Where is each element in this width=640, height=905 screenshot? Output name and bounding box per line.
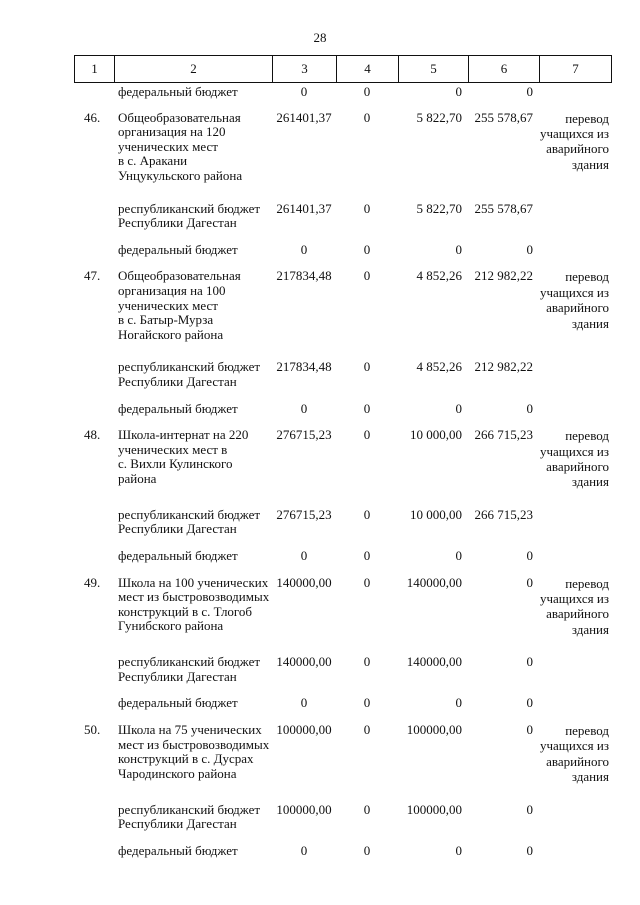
row-note — [539, 231, 611, 258]
row-col3: 0 — [300, 84, 308, 99]
row-col6: 0 — [526, 547, 533, 563]
row-col6: 255 578,67 — [474, 200, 533, 216]
row-note: перевод учащихся из аварийного здания — [540, 575, 609, 637]
header-col-4: 4 — [337, 56, 399, 83]
row-col3: 0 — [300, 842, 308, 858]
row-col5: 10 000,00 — [410, 506, 462, 522]
table-row-budget — [74, 832, 611, 859]
table-row-budget — [74, 785, 611, 832]
table-row-budget — [74, 390, 611, 417]
header-col-3: 3 — [273, 56, 337, 83]
row-note: перевод учащихся из аварийного здания — [540, 428, 609, 490]
table-header — [74, 55, 612, 83]
header-col-1: 1 — [75, 56, 115, 83]
row-col4: 0 — [363, 842, 371, 858]
row-number — [74, 84, 114, 100]
row-number: 47. — [84, 268, 101, 284]
row-col4: 0 — [363, 654, 371, 670]
row-note — [539, 84, 611, 100]
row-col4: 0 — [363, 547, 371, 563]
row-name: Общеобразовательная организация на 120 ученических мест в с. Аракани Унцукульского района — [118, 109, 243, 183]
row-col4: 0 — [363, 801, 371, 817]
row-name: Общеобразовательная организация на 100 ученических мест в с. Батыр-Мурза Ногайского района — [118, 268, 241, 342]
table-row-budget — [74, 684, 611, 711]
row-note — [539, 537, 611, 564]
row-note — [539, 637, 611, 684]
row-col6: 0 — [526, 842, 533, 858]
table-row-budget — [74, 231, 611, 258]
table-row-item — [74, 416, 611, 490]
table-row-budget — [74, 184, 611, 231]
header-col-7: 7 — [540, 56, 612, 83]
table-row-budget — [74, 342, 611, 389]
row-col6: 0 — [526, 654, 533, 670]
row-col3: 276715,23 — [276, 427, 332, 443]
table-row-item — [74, 711, 611, 785]
row-col5: 140000,00 — [406, 574, 462, 590]
row-col5: 10 000,00 — [410, 427, 462, 443]
row-note — [539, 390, 611, 417]
row-name: федеральный бюджет — [118, 241, 238, 257]
row-col3: 0 — [300, 241, 308, 257]
budget-table — [74, 84, 611, 858]
row-col3: 276715,23 — [276, 506, 332, 522]
row-name: республиканский бюджет Республики Дагестан — [118, 506, 261, 537]
row-note — [539, 785, 611, 832]
row-col3: 140000,00 — [276, 574, 332, 590]
row-col3: 261401,37 — [276, 109, 332, 125]
row-name: Школа-интернат на 220 ученических мест в с. Вихли Кулинского района — [118, 427, 249, 486]
row-col3: 261401,37 — [276, 200, 332, 216]
row-col5: 0 — [455, 84, 462, 99]
table-body — [74, 84, 611, 858]
row-col4: 0 — [363, 506, 371, 522]
table-row-budget — [74, 637, 611, 684]
row-col5: 4 852,26 — [416, 268, 462, 284]
row-col4: 0 — [363, 200, 371, 216]
table-row-budget — [74, 84, 611, 100]
row-name: федеральный бюджет — [118, 400, 238, 416]
row-col4: 0 — [363, 84, 371, 99]
table-row-budget — [74, 537, 611, 564]
row-col3: 140000,00 — [276, 654, 332, 670]
row-col5: 0 — [455, 695, 462, 711]
row-name: республиканский бюджет Республики Дагестан — [118, 801, 261, 832]
row-col3: 0 — [300, 547, 308, 563]
row-col3: 217834,48 — [276, 268, 332, 284]
row-col4: 0 — [363, 109, 371, 125]
row-name: федеральный бюджет — [118, 547, 238, 563]
row-note: перевод учащихся из аварийного здания — [540, 269, 609, 331]
row-col5: 100000,00 — [406, 801, 462, 817]
row-col5: 5 822,70 — [416, 109, 462, 125]
row-col3: 217834,48 — [276, 359, 332, 375]
row-col6: 212 982,22 — [474, 359, 533, 375]
row-name: Школа на 75 ученических мест из быстровозводимых конструкций в с. Дусрах Чародинского района — [118, 721, 270, 781]
row-col5: 5 822,70 — [416, 200, 462, 216]
row-col4: 0 — [363, 721, 371, 737]
row-note: перевод учащихся из аварийного здания — [540, 110, 609, 172]
row-col5: 0 — [455, 842, 462, 858]
row-number — [74, 537, 114, 564]
row-col6: 266 715,23 — [474, 427, 533, 443]
row-col4: 0 — [363, 400, 371, 416]
header-col-2: 2 — [115, 56, 273, 83]
row-col6: 0 — [526, 400, 533, 416]
row-col4: 0 — [363, 574, 371, 590]
row-note — [539, 184, 611, 231]
row-col6: 255 578,67 — [474, 109, 533, 125]
row-col6: 0 — [526, 721, 533, 737]
row-col5: 0 — [455, 400, 462, 416]
row-note — [539, 342, 611, 389]
row-col6: 0 — [526, 801, 533, 817]
row-number: 46. — [84, 109, 101, 125]
row-col6: 266 715,23 — [474, 506, 533, 522]
row-col6: 0 — [526, 84, 533, 99]
row-col4: 0 — [363, 695, 371, 711]
row-col4: 0 — [363, 241, 371, 257]
row-number: 48. — [84, 427, 101, 443]
row-col3: 0 — [300, 695, 308, 711]
row-number: 49. — [84, 574, 101, 590]
row-number: 50. — [84, 721, 101, 737]
row-number — [74, 637, 114, 684]
row-note — [539, 490, 611, 537]
row-name: федеральный бюджет — [118, 84, 238, 99]
page-number: 28 — [313, 30, 327, 45]
row-number — [74, 342, 114, 389]
row-col3: 0 — [300, 400, 308, 416]
row-col5: 0 — [455, 241, 462, 257]
row-col4: 0 — [363, 268, 371, 284]
row-number — [74, 184, 114, 231]
row-name: республиканский бюджет Республики Дагестан — [118, 200, 261, 231]
row-note — [539, 684, 611, 711]
row-number — [74, 684, 114, 711]
row-number — [74, 785, 114, 832]
row-number — [74, 390, 114, 417]
row-note: перевод учащихся из аварийного здания — [540, 722, 609, 785]
row-col4: 0 — [363, 359, 371, 375]
row-name: федеральный бюджет — [118, 842, 238, 858]
row-name: республиканский бюджет Республики Дагестан — [118, 359, 261, 389]
row-col5: 4 852,26 — [416, 359, 462, 375]
table-row-item — [74, 564, 611, 638]
row-name: Школа на 100 ученических мест из быстровозводимых конструкций в с. Тлогоб Гунибского района — [118, 574, 270, 634]
row-note — [539, 832, 611, 859]
table-row-item — [74, 257, 611, 342]
row-col5: 100000,00 — [406, 721, 462, 737]
table-row-item — [74, 100, 611, 184]
row-col6: 0 — [526, 574, 533, 590]
row-number — [74, 832, 114, 859]
row-col4: 0 — [363, 427, 371, 443]
header-col-5: 5 — [399, 56, 469, 83]
row-col6: 0 — [526, 241, 533, 257]
row-col5: 140000,00 — [406, 654, 462, 670]
row-number — [74, 490, 114, 537]
header-col-6: 6 — [469, 56, 540, 83]
row-number — [74, 231, 114, 258]
row-col6: 212 982,22 — [474, 268, 533, 284]
table-row-budget — [74, 490, 611, 537]
row-col3: 100000,00 — [276, 801, 332, 817]
row-col3: 100000,00 — [276, 721, 332, 737]
row-col6: 0 — [526, 695, 533, 711]
row-col5: 0 — [455, 547, 462, 563]
row-name: федеральный бюджет — [118, 695, 238, 711]
row-name: республиканский бюджет Республики Дагестан — [118, 654, 261, 684]
